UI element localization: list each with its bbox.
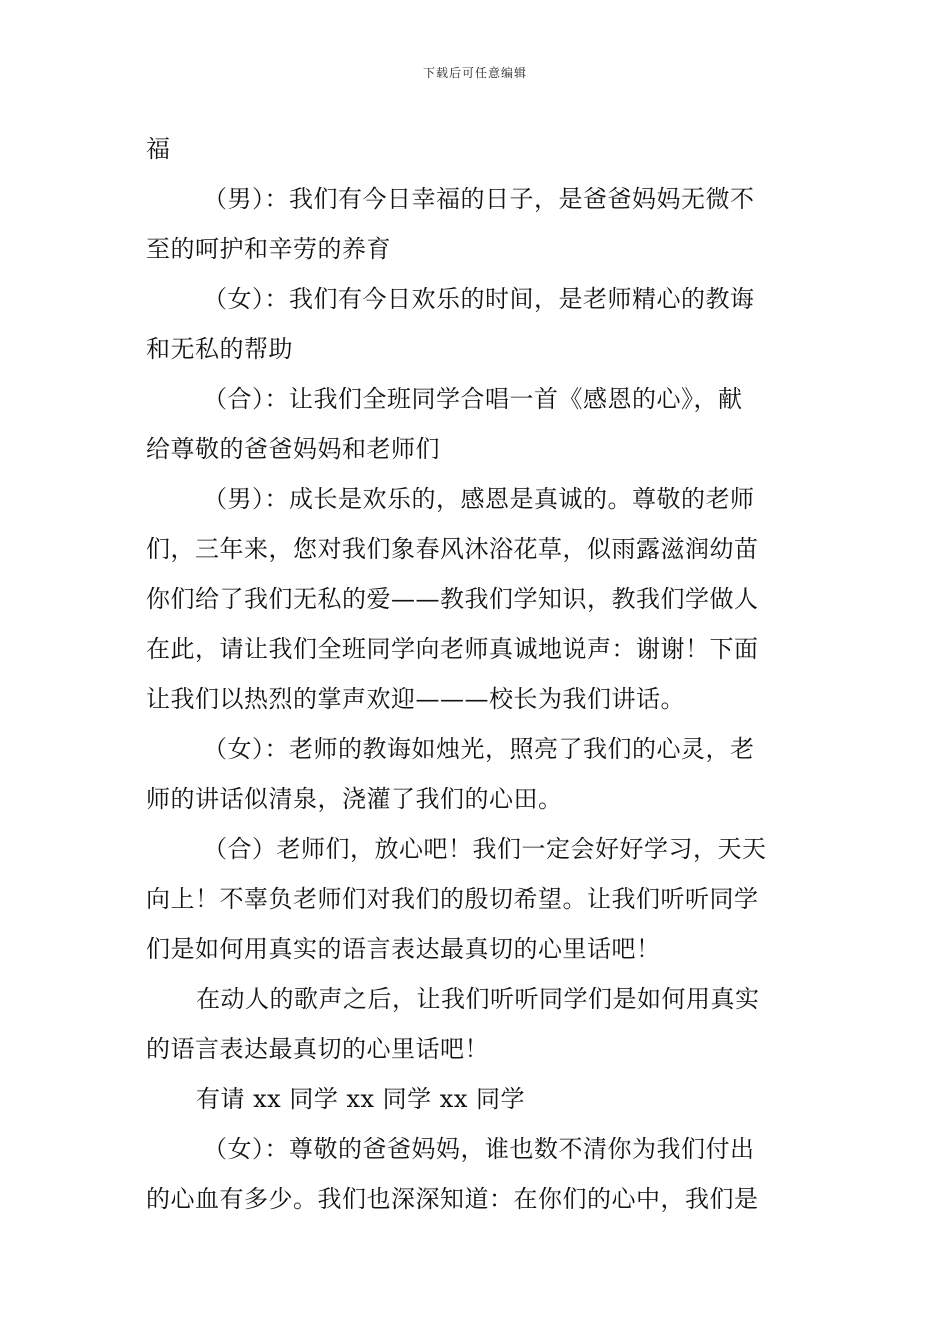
text-line: 福 bbox=[146, 135, 171, 163]
text-line: 们，三年来，您对我们象春风沐浴花草，似雨露滋润幼苗 bbox=[146, 535, 759, 563]
text-line: （女）：我们有今日欢乐的时间，是老师精心的教诲 bbox=[203, 285, 755, 313]
text-line: （女）：尊敬的爸爸妈妈，谁也数不清你为我们付出 bbox=[203, 1135, 755, 1163]
text-line: （合）：让我们全班同学合唱一首《感恩的心》，献 bbox=[203, 385, 743, 413]
page-header: 下载后可任意编辑 bbox=[422, 66, 527, 80]
text-line: 让我们以热烈的掌声欢迎———校长为我们讲话。 bbox=[146, 685, 685, 713]
text-line: 和无私的帮助 bbox=[146, 335, 293, 363]
text-line: 师的讲话似清泉，浇灌了我们的心田。 bbox=[146, 785, 563, 813]
text-line: （男）：成长是欢乐的，感恩是真诚的。尊敬的老师 bbox=[203, 485, 755, 513]
text-line: 给尊敬的爸爸妈妈和老师们 bbox=[146, 435, 440, 463]
text-line: （合）老师们，放心吧！我们一定会好好学习，天天 bbox=[203, 835, 767, 863]
text-line: 有请 xx 同学 xx 同学 xx 同学 bbox=[196, 1085, 525, 1113]
text-line: 们是如何用真实的语言表达最真切的心里话吧！ bbox=[146, 935, 661, 963]
text-line: 在此，请让我们全班同学向老师真诚地说声：谢谢！下面 bbox=[146, 635, 759, 663]
document-body bbox=[146, 124, 806, 1224]
text-line: （男）：我们有今日幸福的日子，是爸爸妈妈无微不 bbox=[203, 185, 755, 213]
text-line: 向上！不辜负老师们对我们的殷切希望。让我们听听同学 bbox=[146, 885, 759, 913]
text-line: 的语言表达最真切的心里话吧！ bbox=[146, 1035, 489, 1063]
text-line: 你们给了我们无私的爱——教我们学知识，教我们学做人 bbox=[146, 585, 759, 613]
text-line: 的心血有多少。我们也深深知道：在你们的心中，我们是 bbox=[146, 1185, 759, 1213]
text-line: 在动人的歌声之后，让我们听听同学们是如何用真实 bbox=[196, 985, 760, 1013]
text-line: （女）：老师的教诲如烛光，照亮了我们的心灵，老 bbox=[203, 735, 755, 763]
text-line: 至的呵护和辛劳的养育 bbox=[146, 235, 391, 263]
